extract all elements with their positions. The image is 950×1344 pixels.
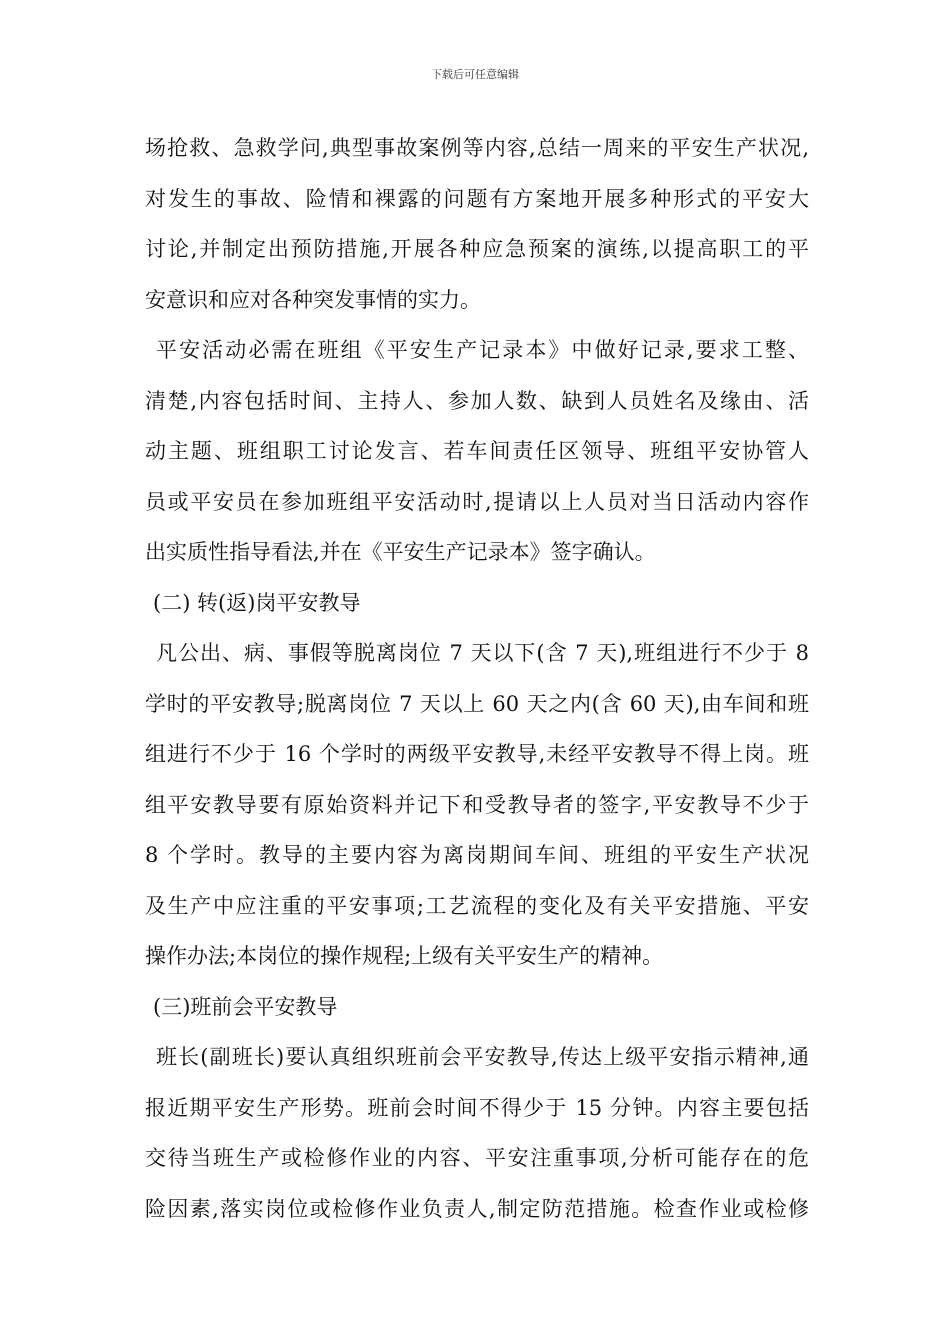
text-line: 操作办法;本岗位的操作规程;上级有关平安生产的精神。: [145, 944, 664, 968]
text-line: 班长(副班长)要认真组织班前会平安教导,传达上级平安指示精神,通: [156, 1045, 809, 1069]
text-line: 报近期平安生产形势。班前会时间不得少于 15 分钟。内容主要包括: [145, 1095, 809, 1120]
text-line: 讨论,并制定出预防措施,开展各种应急预案的演练,以提高职工的平: [145, 237, 809, 261]
text-line: 交待当班生产或检修作业的内容、平安注重事项,分析可能存在的危: [145, 1146, 809, 1170]
section-heading: (二) 转(返)岗平安教导: [153, 590, 361, 615]
text-line: 动主题、班组职工讨论发言、若车间责任区领导、班组平安协管人: [145, 439, 809, 463]
text-line: 凡公出、病、事假等脱离岗位 7 天以下(含 7 天),班组进行不少于 8: [156, 641, 809, 665]
document-body: [145, 123, 809, 1234]
text-line: 场抢救、急救学问,典型事故案例等内容,总结一周来的平安生产状况,: [145, 136, 809, 160]
header-note: 下载后可任意编辑: [431, 68, 519, 81]
text-line: 对发生的事故、险情和裸露的问题有方案地开展多种形式的平安大: [145, 186, 809, 211]
text-line: 安意识和应对各种突发事情的实力。: [145, 287, 481, 312]
text-line: 清楚,内容包括时间、主持人、参加人数、缺到人员姓名及缘由、活: [145, 388, 809, 413]
section-heading: (三)班前会平安教导: [153, 994, 338, 1019]
text-line: 险因素,落实岗位或检修作业负责人,制定防范措施。检查作业或检修: [145, 1196, 809, 1221]
text-line: 组进行不少于 16 个学时的两级平安教导,未经平安教导不得上岗。班: [145, 742, 809, 766]
text-line: 学时的平安教导;脱离岗位 7 天以上 60 天之内(含 60 天),由车间和班: [145, 691, 809, 716]
text-line: 出实质性指导看法,并在《平安生产记录本》签字确认。: [145, 540, 656, 564]
text-line: 组平安教导要有原始资料并记下和受教导者的签字,平安教导不少于: [145, 792, 809, 817]
text-line: 员或平安员在参加班组平安活动时,提请以上人员对当日活动内容作: [145, 489, 809, 514]
text-line: 8 个学时。教导的主要内容为离岗期间车间、班组的平安生产状况: [145, 843, 809, 867]
text-line: 及生产中应注重的平安事项;工艺流程的变化及有关平安措施、平安: [145, 893, 809, 918]
text-line: 平安活动必需在班组《平安生产记录本》中做好记录,要求工整、: [156, 338, 809, 362]
